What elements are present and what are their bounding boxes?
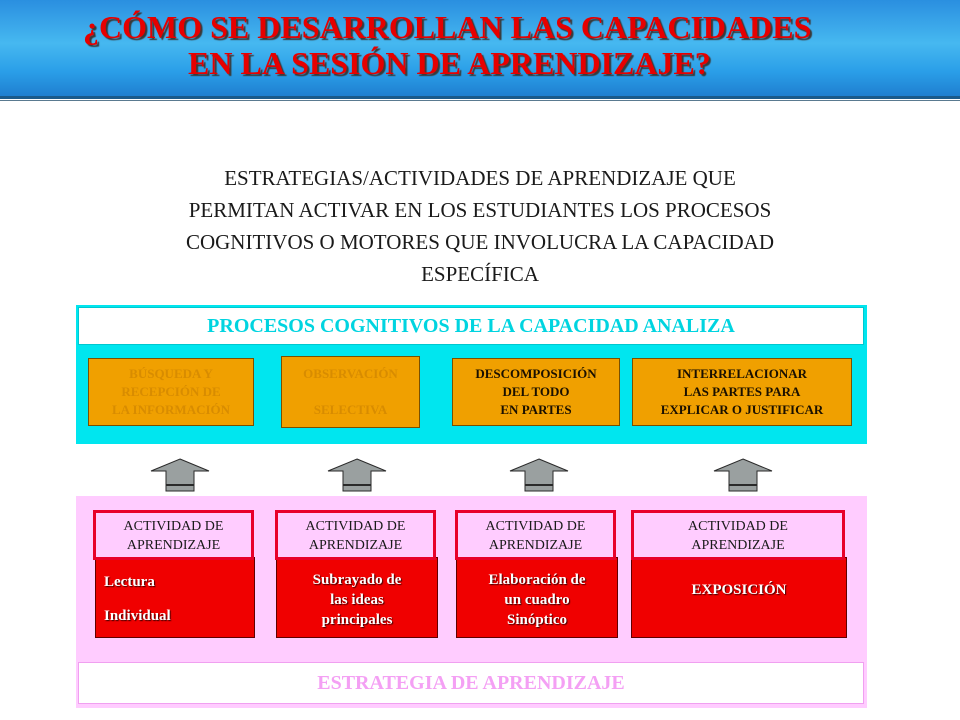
banner-divider [0,96,960,99]
activity-content-exposicion [631,557,847,638]
page-title-line2: EN LA SESIÓN DE APRENDIZAJE? [188,45,711,81]
cognitive-processes-header: PROCESOS COGNITIVOS DE LA CAPACIDAD ANALIZA [78,307,864,345]
process-text: OBSERVACIÓN [303,366,398,381]
process-text: BÚSQUEDA Y [129,366,213,381]
process-text: DESCOMPOSICIÓN [475,366,597,381]
intro-text [100,162,860,290]
page-title-line1: ¿CÓMO SE DESARROLLAN LAS CAPACIDADES [83,9,812,45]
process-text: EXPLICAR O JUSTIFICAR [660,402,824,417]
learning-strategy-footer: ESTRATEGIA DE APRENDIZAJE [78,662,864,704]
process-text: LAS PARTES PARA [683,384,801,399]
up-arrow-icon [327,458,387,492]
activity-label-text: APRENDIZAJE [126,538,221,553]
up-arrow-icon [150,458,210,492]
process-text: DEL TODO [502,384,570,399]
activity-label-text: APRENDIZAJE [308,538,403,553]
activity-content-text: Individual [104,608,171,624]
up-arrow-icon [509,458,569,492]
banner-divider-thin [0,100,960,101]
up-arrow-icon [713,458,773,492]
activity-content-text: Subrayado de [312,572,402,588]
process-text: INTERRELACIONAR [676,366,808,381]
activity-label-text: APRENDIZAJE [488,538,583,553]
process-box-busqueda [88,358,254,426]
activity-content-lectura [95,557,255,638]
process-text: EN PARTES [500,402,572,417]
intro-line: COGNITIVOS O MOTORES QUE INVOLUCRA LA CAPACIDAD [185,230,775,254]
activity-content-elaboracion [456,557,618,638]
process-text [303,383,398,401]
activity-label-text: ACTIVIDAD DE [123,519,224,534]
activity-content-text: un cuadro [504,592,570,608]
activity-content-text: las ideas [330,592,384,608]
process-text: LA INFORMACIÓN [111,402,231,417]
process-text: RECEPCIÓN DE [121,384,221,399]
activity-content-subrayado [276,557,438,638]
activity-label-box [455,510,616,560]
activity-content-text: Sinóptico [506,612,567,628]
activity-label-text: ACTIVIDAD DE [485,519,586,534]
activity-label-text: ACTIVIDAD DE [305,519,406,534]
activity-content-text: Lectura [104,574,155,590]
process-box-observacion [281,356,420,428]
activity-content-text: principales [321,612,393,628]
activity-label-box [631,510,845,560]
activity-content-text: EXPOSICIÓN [691,582,787,598]
activity-label-text: APRENDIZAJE [691,538,785,553]
process-box-descomposicion [452,358,620,426]
process-box-interrelacionar [632,358,852,426]
intro-line: ESPECÍFICA [421,262,539,286]
process-text: SELECTIVA [313,402,388,417]
activity-label-box [275,510,436,560]
activity-content-text: Elaboración de [488,572,586,588]
activity-label-box [93,510,254,560]
intro-line: ESTRATEGIAS/ACTIVIDADES DE APRENDIZAJE QUE [224,166,736,190]
activity-label-text: ACTIVIDAD DE [688,519,788,534]
intro-line: PERMITAN ACTIVAR EN LOS ESTUDIANTES LOS PROCESOS [188,198,772,222]
